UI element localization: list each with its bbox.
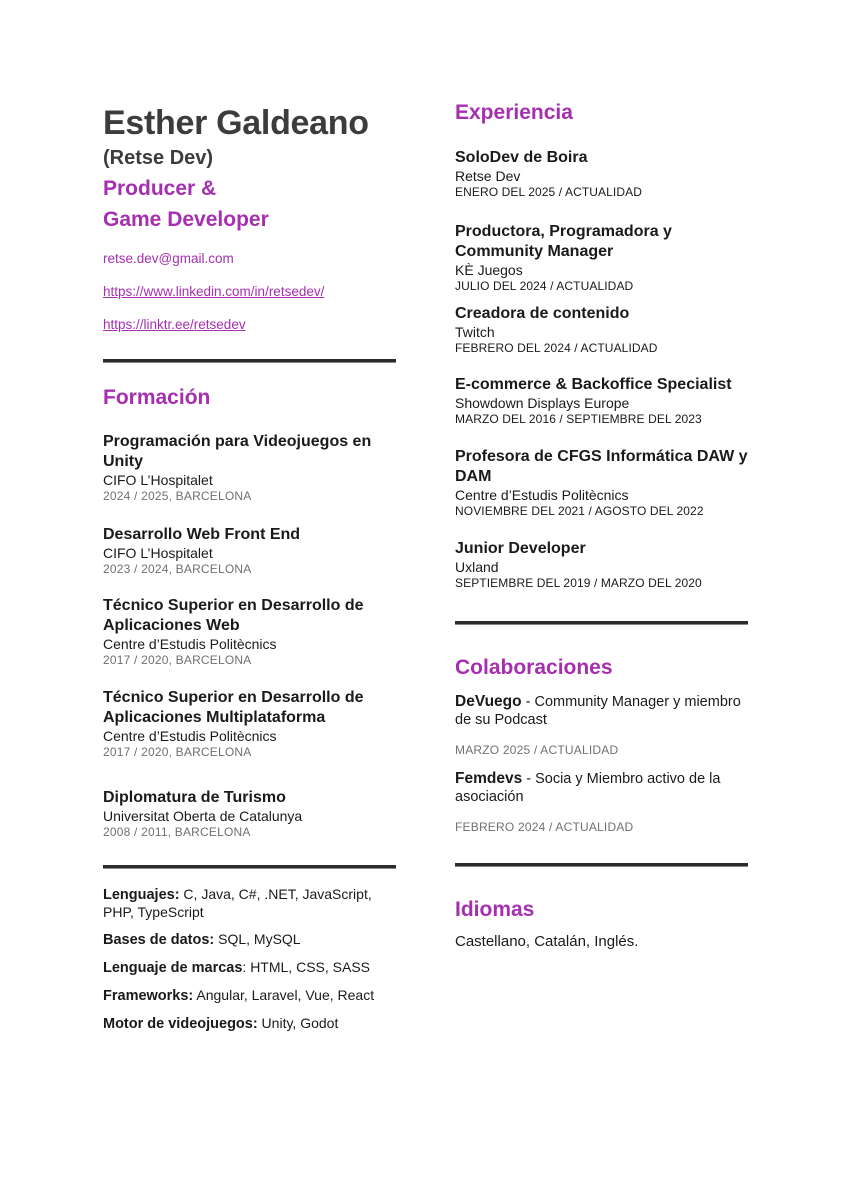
skill-label: Frameworks: [103,988,194,1004]
edu-item [103,525,403,577]
edu-item [103,432,403,504]
edu-title: Técnico Superior en Desarrollo de Aplicaciones Multiplataforma [103,689,364,726]
job-item [455,447,755,519]
colaboraciones-title: Colaboraciones [455,656,613,679]
job-company: KÈ Juegos [455,262,523,278]
edu-school: Centre d’Estudis Politècnics [103,636,277,652]
edu-school: Centre d’Estudis Politècnics [103,728,277,744]
edu-date: 2017 / 2020, BARCELONA [103,653,252,667]
edu-title: Técnico Superior en Desarrollo de Aplicaciones Web [103,597,364,634]
skill-value: C, Java, C#, .NET, JavaScript, PHP, TypeScript [103,886,372,920]
job-date: MARZO DEL 2016 / SEPTIEMBRE DEL 2023 [455,412,702,426]
skill-value: Angular, Laravel, Vue, React [193,987,375,1003]
job-item [455,539,755,591]
linkedin-link[interactable]: https://www.linkedin.com/in/retsedev/ [103,284,325,299]
role-line-2: Game Developer [103,208,269,231]
skill-value: : HTML, CSS, SASS [242,959,371,975]
alias: (Retse Dev) [103,147,214,169]
collab-text [455,770,755,806]
skill-value: Unity, Godot [257,1015,339,1031]
job-company: Centre d’Estudis Politècnics [455,487,629,503]
divider [455,863,748,867]
email: retse.dev@gmail.com [103,251,234,266]
divider [455,621,748,625]
job-title: SoloDev de Boira [455,149,588,166]
collab-date: MARZO 2025 / ACTUALIDAD [455,743,619,757]
edu-school: CIFO L’Hospitalet [103,545,213,561]
linktree-row [103,317,403,333]
job-title: Junior Developer [455,540,586,557]
job-role [103,173,403,235]
job-item [455,222,755,294]
edu-date: 2017 / 2020, BARCELONA [103,745,252,759]
collab-name: DeVuego [455,693,522,710]
job-item [455,304,755,356]
edu-school: Universitat Oberta de Catalunya [103,808,303,824]
full-name: Esther Galdeano [103,104,369,142]
job-title: Creadora de contenido [455,305,630,322]
divider [103,359,396,363]
skill-row [103,886,403,921]
job-item [455,375,755,427]
edu-title: Diplomatura de Turismo [103,789,286,806]
skill-value: SQL, MySQL [214,931,301,947]
idiomas-title: Idiomas [455,898,535,921]
job-date: ENERO DEL 2025 / ACTUALIDAD [455,185,642,199]
collab-date: FEBRERO 2024 / ACTUALIDAD [455,820,634,834]
skill-row [103,959,403,977]
edu-title: Desarrollo Web Front End [103,526,301,543]
edu-item [103,688,403,760]
collab-name: Femdevs [455,770,523,787]
job-date: JULIO DEL 2024 / ACTUALIDAD [455,279,634,293]
skill-row [103,931,403,949]
formacion-title: Formación [103,386,211,409]
edu-title: Programación para Videojuegos en Unity [103,433,372,470]
skill-label: Bases de datos: [103,932,215,948]
idiomas-text: Castellano, Catalán, Inglés. [455,933,639,950]
collab-item [455,693,755,758]
skill-label: Motor de videojuegos: [103,1016,258,1032]
left-column [103,100,403,1033]
job-item [455,148,755,200]
job-title: Profesora de CFGS Informática DAW y DAM [455,448,748,485]
collab-desc: - Socia y Miembro activo de la asociación [455,771,721,805]
job-company: Twitch [455,324,495,340]
skill-label: Lenguaje de marcas [103,960,243,976]
job-title: Productora, Programadora y Community Manager [455,223,672,260]
edu-date: 2023 / 2024, BARCELONA [103,562,252,576]
skill-row [103,1015,403,1033]
job-title: E-commerce & Backoffice Specialist [455,376,732,393]
collab-desc: - Community Manager y miembro de su Podcast [455,694,741,728]
edu-item [103,788,403,840]
edu-item [103,596,403,668]
linkedin-row [103,284,403,300]
edu-school: CIFO L’Hospitalet [103,472,213,488]
job-company: Showdown Displays Europe [455,395,630,411]
job-company: Uxland [455,559,499,575]
skill-row [103,987,403,1005]
job-company: Retse Dev [455,168,521,184]
collab-item [455,770,755,835]
role-line-1: Producer & [103,177,217,200]
collab-text [455,693,755,729]
right-column [455,100,755,951]
job-date: FEBRERO DEL 2024 / ACTUALIDAD [455,341,658,355]
job-date: SEPTIEMBRE DEL 2019 / MARZO DEL 2020 [455,576,702,590]
experiencia-title: Experiencia [455,101,573,124]
linktree-link[interactable]: https://linktr.ee/retsedev [103,317,246,332]
edu-date: 2008 / 2011, BARCELONA [103,825,251,839]
edu-date: 2024 / 2025, BARCELONA [103,489,252,503]
job-date: NOVIEMBRE DEL 2021 / AGOSTO DEL 2022 [455,504,704,518]
skill-label: Lenguajes: [103,887,180,903]
divider [103,865,396,869]
